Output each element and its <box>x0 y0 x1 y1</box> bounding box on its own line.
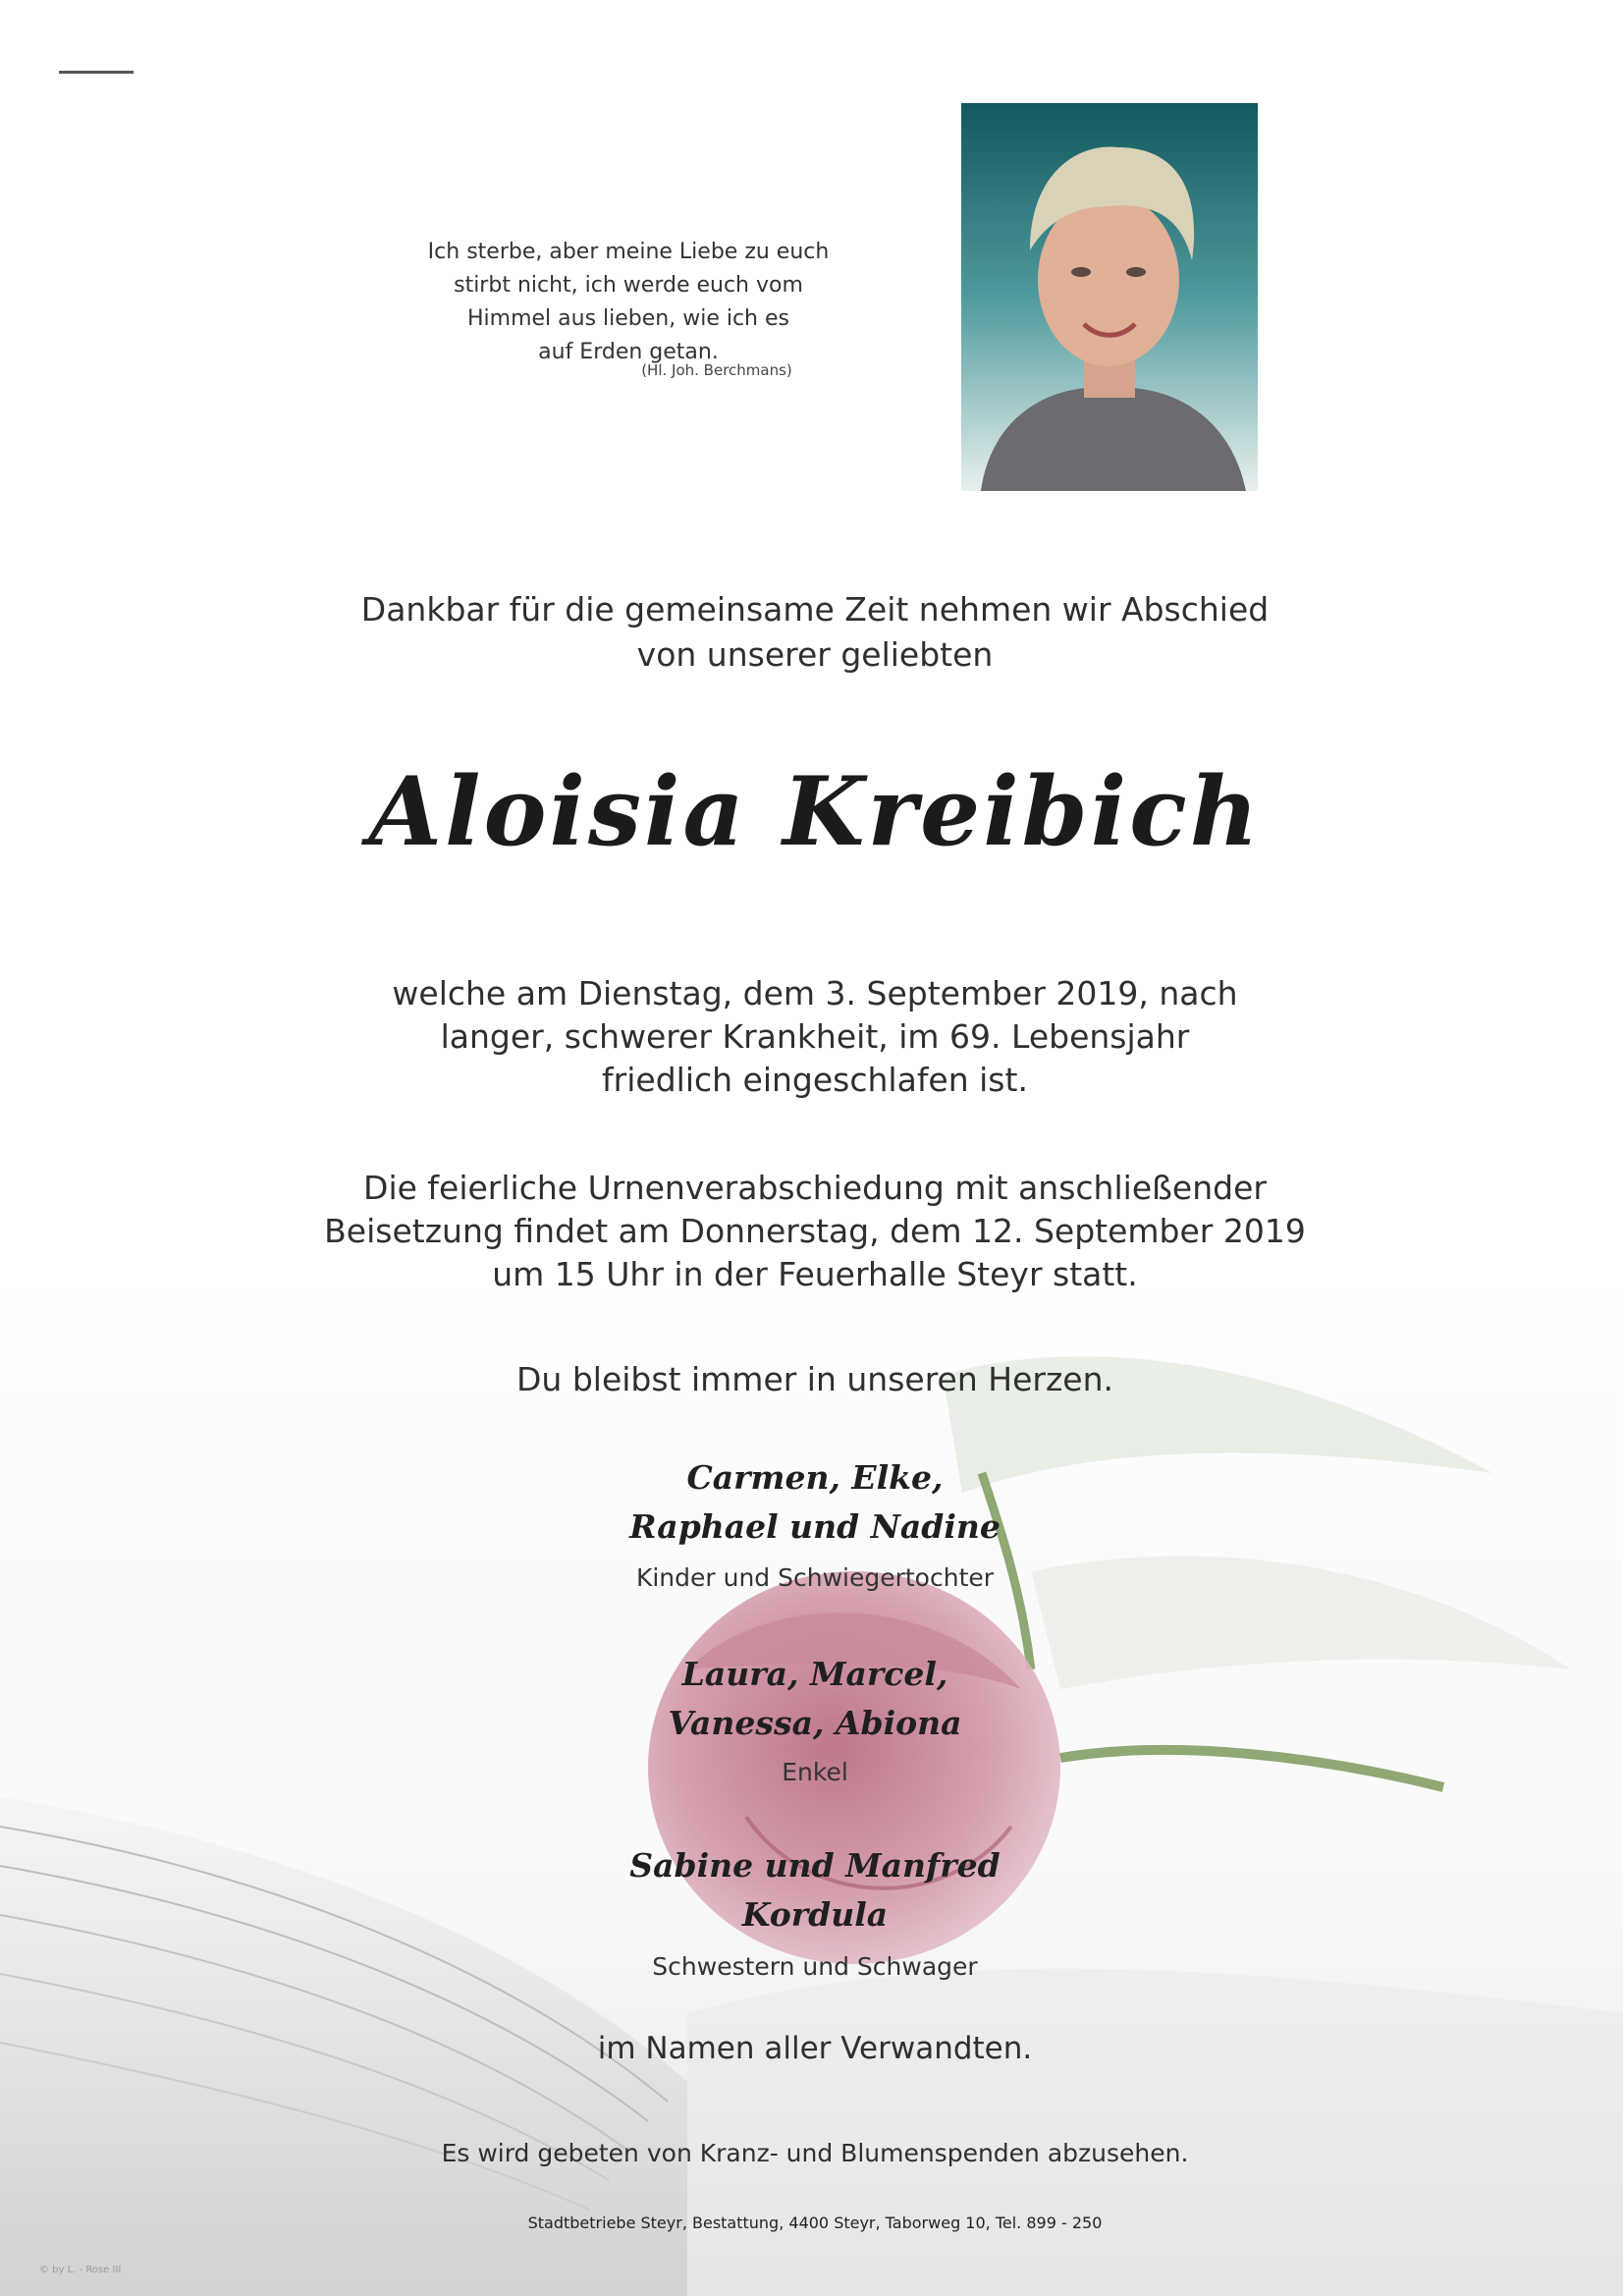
family-name-line: Laura, Marcel, <box>681 1655 948 1693</box>
intro-line: Dankbar für die gemeinsame Zeit nehmen wir Abschied <box>360 590 1270 629</box>
family-name-line: Raphael und Nadine <box>629 1507 1001 1546</box>
remembrance-text: Du bleibst immer in unseren Herzen. <box>516 1360 1113 1398</box>
quote-line: Ich sterbe, aber meine Liebe zu euch <box>427 240 830 264</box>
family-relation-children: Kinder und Schwiegertochter <box>635 1563 995 1592</box>
intro-line: von unserer geliebten <box>636 635 994 674</box>
death-notice-line: langer, schwerer Krankheit, im 69. Lebensjahr <box>440 1017 1190 1056</box>
quote <box>353 236 903 369</box>
intro-text <box>324 587 1306 678</box>
family-name-line: Sabine und Manfred <box>629 1846 1001 1885</box>
family-relation-siblings: Schwestern und Schwager <box>652 1952 978 1981</box>
ceremony-line: Die feierliche Urnenverabschiedung mit anschließender <box>363 1169 1267 1207</box>
death-notice-line: welche am Dienstag, dem 3. September 2019, nach <box>392 974 1238 1012</box>
deceased-name: Aloisia Kreibich <box>368 756 1262 867</box>
ceremony-line: Beisetzung findet am Donnerstag, dem 12. September 2019 <box>324 1212 1306 1250</box>
family-names-siblings <box>422 1841 1208 1940</box>
family-name-line: Vanessa, Abiona <box>668 1704 962 1742</box>
quote-line: Himmel aus lieben, wie ich es <box>466 306 789 331</box>
portrait-photo <box>961 103 1258 491</box>
family-relation-grandchildren: Enkel <box>782 1758 848 1786</box>
quote-line: auf Erden getan. <box>538 340 719 364</box>
ceremony-details <box>275 1167 1355 1296</box>
family-name-line: Kordula <box>741 1895 889 1934</box>
quote-line: stirbt nicht, ich werde euch vom <box>454 273 803 298</box>
corner-mark <box>59 71 134 74</box>
family-names-grandchildren <box>422 1650 1208 1748</box>
closing-text: im Namen aller Verwandten. <box>597 2031 1033 2066</box>
death-notice-line: friedlich eingeschlafen ist. <box>602 1061 1028 1099</box>
death-notice <box>275 972 1355 1102</box>
family-names-children <box>422 1453 1208 1552</box>
image-credit: © by L. - Rose III <box>39 2265 122 2275</box>
funeral-home-footer: Stadtbetriebe Steyr, Bestattung, 4400 Steyr, Taborweg 10, Tel. 899 - 250 <box>527 2214 1103 2232</box>
ceremony-line: um 15 Uhr in der Feuerhalle Steyr statt. <box>492 1255 1138 1293</box>
family-name-line: Carmen, Elke, <box>686 1458 944 1497</box>
flower-donation-note: Es wird gebeten von Kranz- und Blumenspenden abzusehen. <box>441 2139 1189 2167</box>
quote-source: (Hl. Joh. Berchmans) <box>641 361 792 379</box>
